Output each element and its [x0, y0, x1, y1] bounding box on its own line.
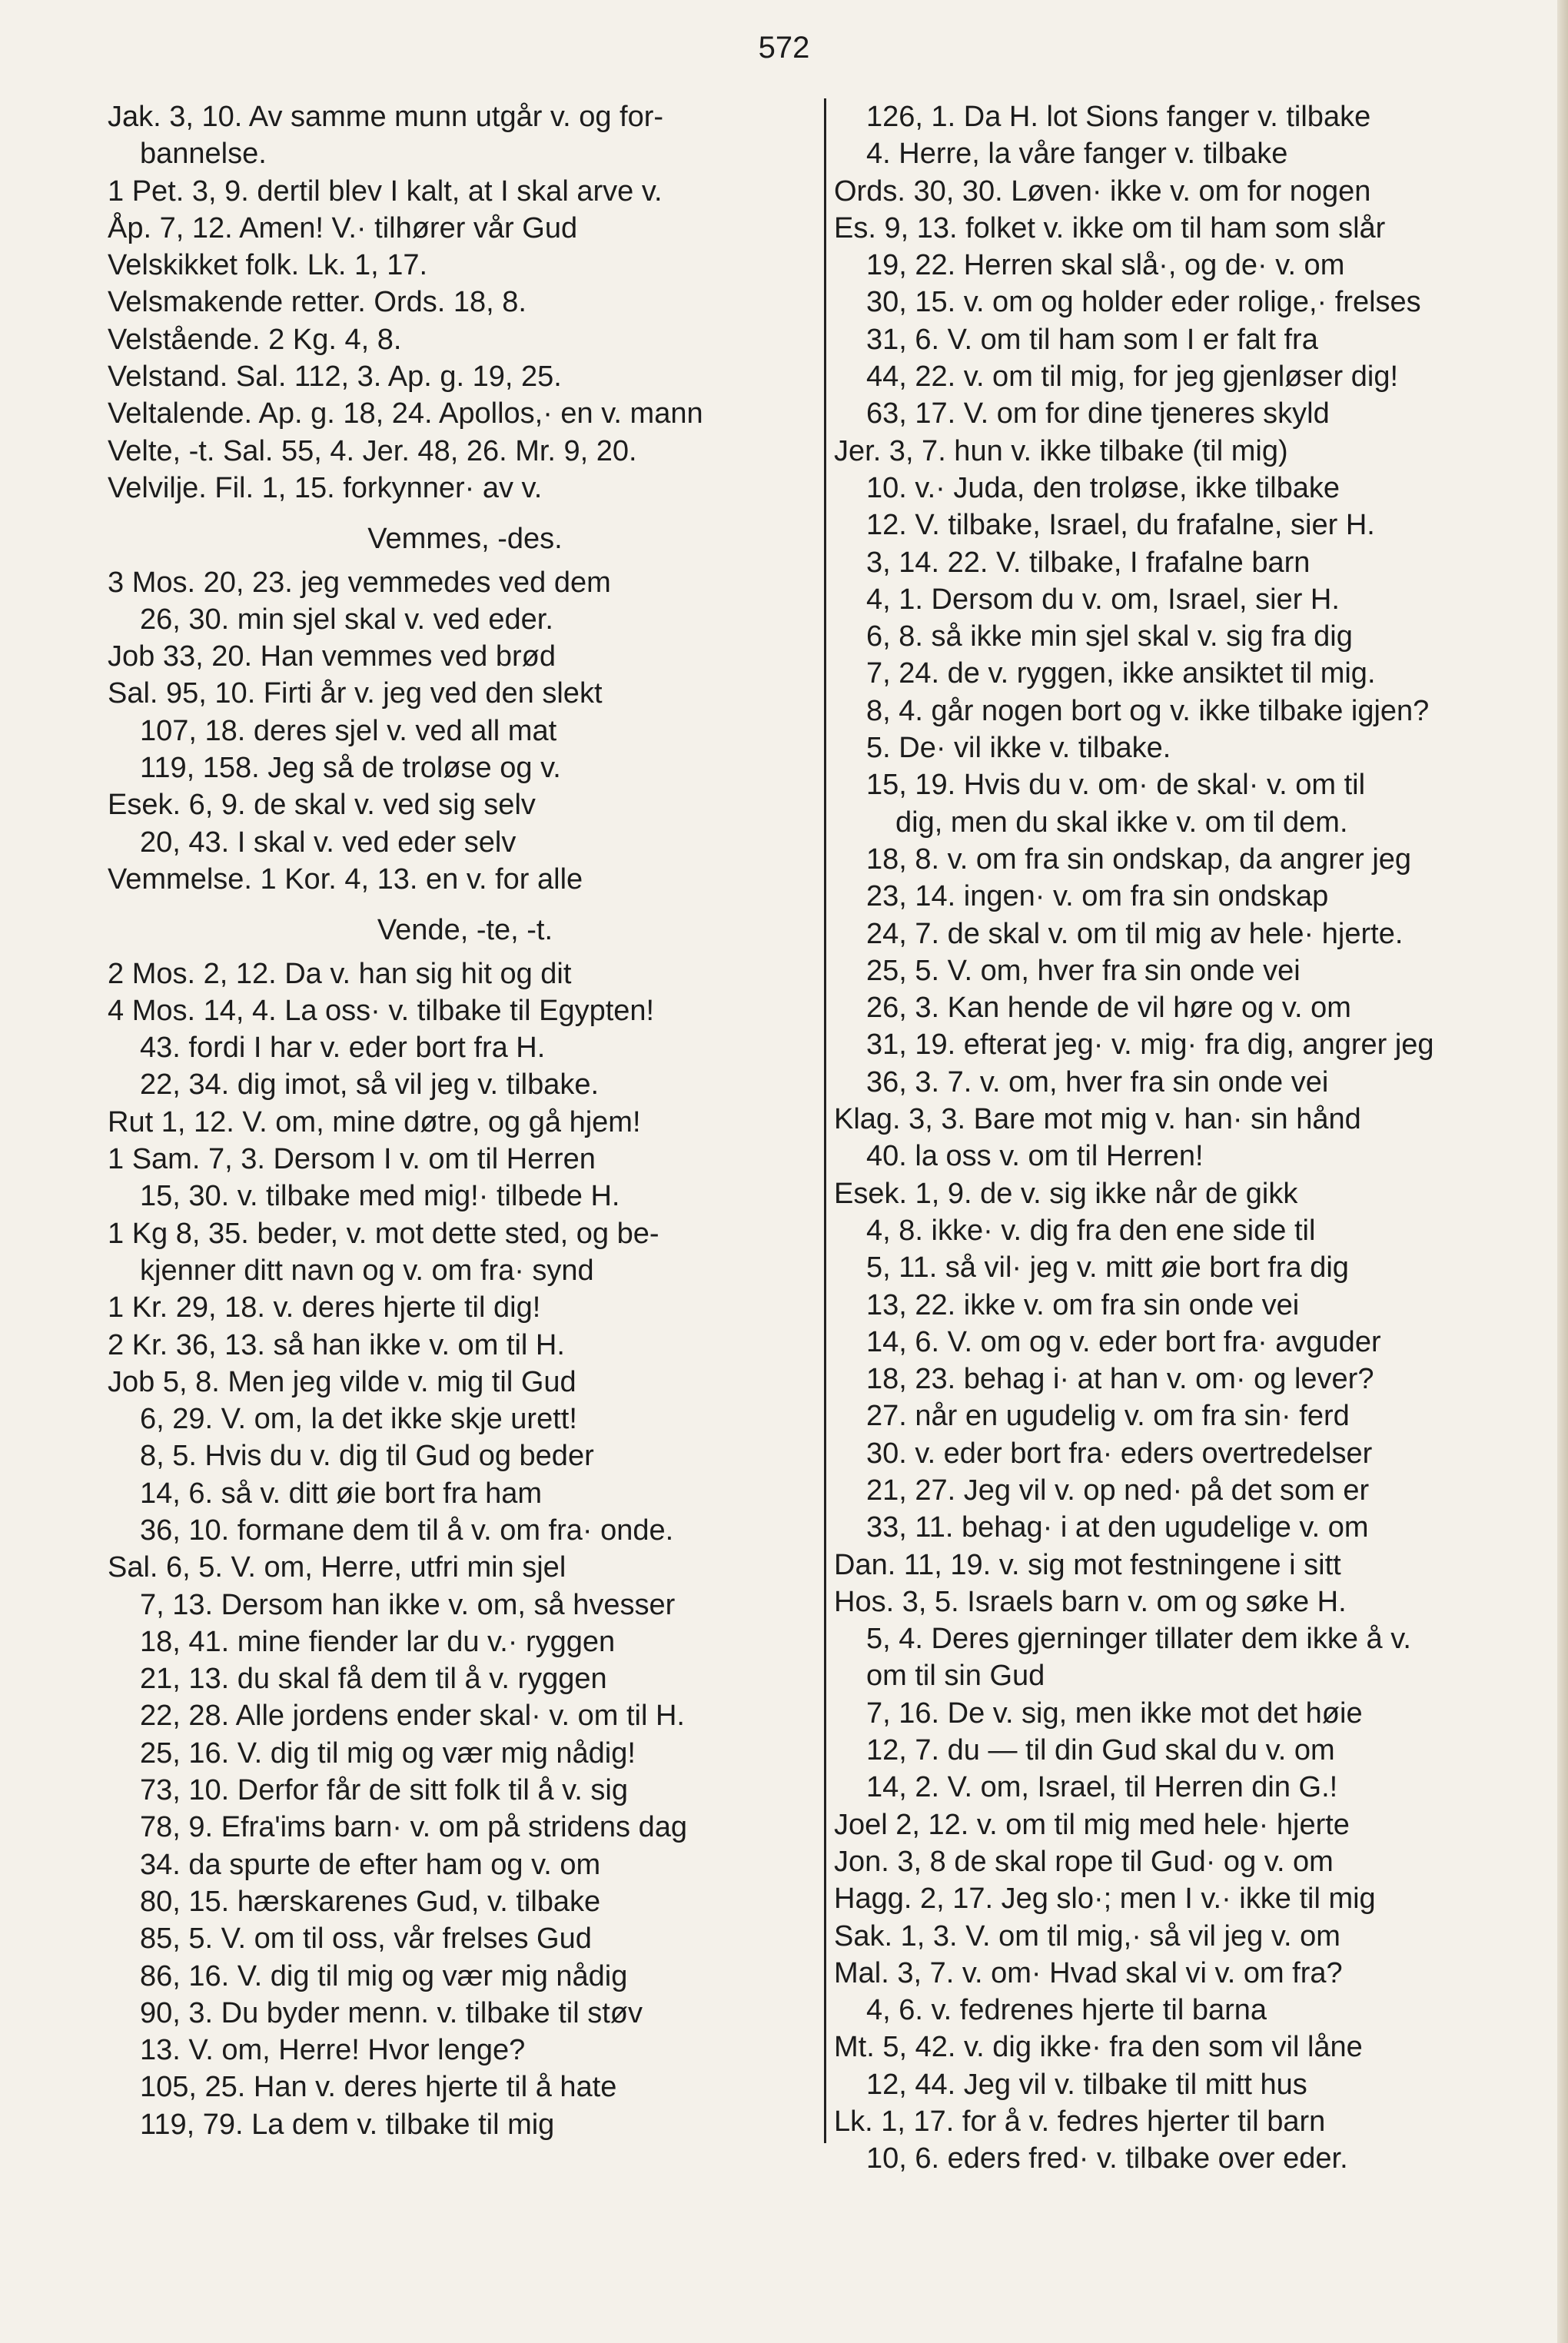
concordance-line: 3 Mos. 20, 23. jeg vemmedes ved dem: [108, 566, 611, 599]
concordance-line: 33, 11. behag· i at den ugudelige v. om: [866, 1511, 1369, 1544]
concordance-line: 119, 158. Jeg så de troløse og v.: [140, 752, 561, 785]
concordance-line: 43. fordi I har v. eder bort fra H.: [140, 1032, 546, 1065]
concordance-line: 14, 6. så v. ditt øie bort fra ham: [140, 1477, 543, 1510]
concordance-line: Job 5, 8. Men jeg vilde v. mig til Gud: [108, 1365, 576, 1398]
concordance-line: 2 Mos. 2, 12. Da v. han sig hit og dit: [108, 957, 572, 990]
column-divider: [824, 98, 826, 2143]
concordance-line: 126, 1. Da H. lot Sions fanger v. tilbake: [866, 101, 1371, 133]
concordance-line: 4, 8. ikke· v. dig fra den ene side til: [866, 1214, 1316, 1247]
concordance-line: 80, 15. hærskarenes Gud, v. tilbake: [140, 1885, 601, 1918]
concordance-line: 26, 3. Kan hende de vil høre og v. om: [866, 992, 1351, 1025]
concordance-line: 24, 7. de skal v. om til mig av hele· hjerte.: [866, 917, 1404, 950]
concordance-line: 27. når en ugudelig v. om fra sin· ferd: [866, 1400, 1350, 1433]
concordance-line: 31, 6. V. om til ham som I er falt fra: [866, 323, 1318, 356]
concordance-line: 73, 10. Derfor får de sitt folk til å v. sig: [140, 1774, 628, 1807]
concordance-line: 22, 28. Alle jordens ender skal· v. om til H.: [140, 1700, 685, 1733]
page-number: 572: [758, 31, 810, 65]
concordance-line: 18, 23. behag i· at han v. om· og lever?: [866, 1363, 1374, 1396]
concordance-line: Veltalende. Ap. g. 18, 24. Apollos,· en v. mann: [108, 397, 703, 430]
concordance-line: Lk. 1, 17. for å v. fedres hjerter til barn: [834, 2105, 1326, 2139]
concordance-line: 12. V. tilbake, Israel, du frafalne, sier H.: [866, 509, 1375, 542]
concordance-line: 86, 16. V. dig til mig og vær mig nådig: [140, 1959, 628, 1992]
concordance-line: Velte, -t. Sal. 55, 4. Jer. 48, 26. Mr. 9, 20.: [108, 434, 637, 467]
concordance-line: Sal. 95, 10. Firti år v. jeg ved den slekt: [108, 677, 603, 710]
concordance-line: Job 33, 20. Han vemmes ved brød: [108, 640, 556, 673]
concordance-line: 4. Herre, la våre fanger v. tilbake: [866, 138, 1288, 171]
concordance-line: 34. da spurte de efter ham og v. om: [140, 1848, 601, 1881]
concordance-line: 20, 43. I skal v. ved eder selv: [140, 826, 517, 859]
concordance-line: 21, 27. Jeg vil v. op ned· på det som er: [866, 1474, 1370, 1507]
concordance-line: 63, 17. V. om for dine tjeneres skyld: [866, 397, 1330, 430]
concordance-line: 1 Pet. 3, 9. dertil blev I kalt, at I skal arve v.: [108, 174, 663, 208]
concordance-line: 36, 10. formane dem til å v. om fra· onde.: [140, 1514, 674, 1547]
concordance-line: Dan. 11, 19. v. sig mot festningene i sitt: [834, 1548, 1341, 1581]
concordance-line: 25, 16. V. dig til mig og vær mig nådig!: [140, 1736, 636, 1770]
concordance-line: 78, 9. Efra'ims barn· v. om på stridens dag: [140, 1811, 687, 1844]
concordance-line: 40. la oss v. om til Herren!: [866, 1140, 1204, 1173]
concordance-line: 7, 13. Dersom han ikke v. om, så hvesser: [140, 1588, 676, 1621]
concordance-line: 10. v.· Juda, den troløse, ikke tilbake: [866, 471, 1340, 504]
concordance-line: 4, 1. Dersom du v. om, Israel, sier H.: [866, 583, 1340, 616]
concordance-line: 15, 19. Hvis du v. om· de skal· v. om til: [866, 769, 1366, 802]
concordance-line: Vemmelse. 1 Kor. 4, 13. en v. for alle: [108, 862, 583, 896]
page-edge: [1557, 0, 1568, 2343]
concordance-line: Rut 1, 12. V. om, mine døtre, og gå hjem!: [108, 1105, 641, 1138]
concordance-line: Esek. 6, 9. de skal v. ved sig selv: [108, 789, 536, 822]
concordance-line: Mt. 5, 42. v. dig ikke· fra den som vil låne: [834, 2031, 1363, 2064]
concordance-line: Velstand. Sal. 112, 3. Ap. g. 19, 25.: [108, 361, 562, 394]
concordance-line: 8, 5. Hvis du v. dig til Gud og beder: [140, 1440, 594, 1473]
concordance-line: 3, 14. 22. V. tilbake, I frafalne barn: [866, 546, 1311, 579]
concordance-line: Esek. 1, 9. de v. sig ikke når de gikk: [834, 1177, 1298, 1210]
concordance-line: Mal. 3, 7. v. om· Hvad skal vi v. om fra?: [834, 1956, 1343, 1989]
concordance-line: 13, 22. ikke v. om fra sin onde vei: [866, 1288, 1300, 1321]
concordance-line: Velstående. 2 Kg. 4, 8.: [108, 323, 402, 356]
concordance-line: kjenner ditt navn og v. om fra· synd: [140, 1254, 594, 1287]
concordance-line: 10, 6. eders fred· v. tilbake over eder.: [866, 2142, 1348, 2175]
concordance-line: Hagg. 2, 17. Jeg slo·; men I v.· ikke til mig: [834, 1883, 1376, 1916]
concordance-line: Hos. 3, 5. Israels barn v. om og søke H.: [834, 1585, 1347, 1618]
concordance-line: 4 Mos. 14, 4. La oss· v. tilbake til Egypten!: [108, 994, 655, 1027]
concordance-line: 119, 79. La dem v. tilbake til mig: [140, 2108, 555, 2141]
concordance-line: Velskikket folk. Lk. 1, 17.: [108, 249, 428, 282]
concordance-line: Ords. 30, 30. Løven· ikke v. om for nogen: [834, 174, 1371, 208]
concordance-line: 1 Kg 8, 35. beder, v. mot dette sted, og be-: [108, 1217, 659, 1250]
concordance-line: 14, 6. V. om og v. eder bort fra· avguder: [866, 1325, 1381, 1358]
concordance-line: 8, 4. går nogen bort og v. ikke tilbake igjen?: [866, 694, 1430, 727]
concordance-line: Klag. 3, 3. Bare mot mig v. han· sin hånd: [834, 1103, 1361, 1136]
concordance-line: Jer. 3, 7. hun v. ikke tilbake (til mig): [834, 434, 1288, 467]
concordance-line: Jak. 3, 10. Av samme munn utgår v. og for-: [108, 101, 664, 133]
concordance-line: 30, 15. v. om og holder eder rolige,· frelses: [866, 286, 1421, 319]
concordance-line: 14, 2. V. om, Israel, til Herren din G.!: [866, 1771, 1338, 1804]
concordance-line: 7, 24. de v. ryggen, ikke ansiktet til mig.: [866, 657, 1376, 690]
concordance-line: 26, 30. min sjel skal v. ved eder.: [140, 603, 553, 636]
concordance-line: 15, 30. v. tilbake med mig!· tilbede H.: [140, 1180, 620, 1213]
concordance-line: 85, 5. V. om til oss, vår frelses Gud: [140, 1923, 592, 1956]
concordance-line: 1 Kr. 29, 18. v. deres hjerte til dig!: [108, 1291, 541, 1324]
concordance-line: Sal. 6, 5. V. om, Herre, utfri min sjel: [108, 1551, 566, 1584]
concordance-line: 12, 7. du — til din Gud skal du v. om: [866, 1734, 1335, 1767]
concordance-line: 44, 22. v. om til mig, for jeg gjenløser dig!: [866, 361, 1399, 394]
concordance-line: 5, 11. så vil· jeg v. mitt øie bort fra dig: [866, 1251, 1349, 1284]
concordance-line: 6, 8. så ikke min sjel skal v. sig fra dig: [866, 620, 1353, 653]
concordance-line: 36, 3. 7. v. om, hver fra sin onde vei: [866, 1065, 1329, 1098]
concordance-line: 19, 22. Herren skal slå·, og de· v. om: [866, 249, 1345, 282]
concordance-line: 105, 25. Han v. deres hjerte til å hate: [140, 2071, 617, 2104]
concordance-line: bannelse.: [140, 138, 267, 171]
concordance-line: 13. V. om, Herre! Hvor lenge?: [140, 2034, 526, 2067]
concordance-line: 90, 3. Du byder menn. v. tilbake til støv: [140, 1996, 643, 2029]
concordance-line: 22, 34. dig imot, så vil jeg v. tilbake.: [140, 1068, 600, 1102]
concordance-line: 5, 4. Deres gjerninger tillater dem ikke å v.: [866, 1623, 1411, 1656]
concordance-line: 18, 8. v. om fra sin ondskap, da angrer jeg: [866, 842, 1412, 876]
concordance-line: Es. 9, 13. folket v. ikke om til ham som slår: [834, 211, 1386, 244]
concordance-line: 30. v. eder bort fra· eders overtredelser: [866, 1437, 1373, 1470]
concordance-line: 4, 6. v. fedrenes hjerte til barna: [866, 1994, 1267, 2027]
concordance-line: 1 Sam. 7, 3. Dersom I v. om til Herren: [108, 1143, 596, 1176]
concordance-line: Velvilje. Fil. 1, 15. forkynner· av v.: [108, 471, 543, 504]
concordance-line: 7, 16. De v. sig, men ikke mot det høie: [866, 1697, 1363, 1730]
right-column: [834, 98, 1556, 2178]
concordance-line: om til sin Gud: [866, 1660, 1045, 1693]
section-heading: Vende, -te, -t.: [377, 914, 553, 947]
concordance-line: 2 Kr. 36, 13. så han ikke v. om til H.: [108, 1328, 565, 1361]
concordance-line: 18, 41. mine fiender lar du v.· ryggen: [140, 1625, 616, 1658]
concordance-line: Åp. 7, 12. Amen! V.· tilhører vår Gud: [108, 211, 578, 244]
concordance-line: 21, 13. du skal få dem til å v. ryggen: [140, 1663, 607, 1696]
concordance-line: Jon. 3, 8 de skal rope til Gud· og v. om: [834, 1845, 1334, 1878]
left-column: [108, 98, 822, 2143]
concordance-line: 31, 19. efterat jeg· v. mig· fra dig, angrer jeg: [866, 1029, 1434, 1062]
concordance-line: Velsmakende retter. Ords. 18, 8.: [108, 286, 527, 319]
section-heading: Vemmes, -des.: [367, 523, 563, 556]
concordance-line: 12, 44. Jeg vil v. tilbake til mitt hus: [866, 2068, 1307, 2101]
concordance-line: 25, 5. V. om, hver fra sin onde vei: [866, 954, 1301, 987]
concordance-line: Sak. 1, 3. V. om til mig,· så vil jeg v. om: [834, 1919, 1340, 1952]
concordance-line: 5. De· vil ikke v. tilbake.: [866, 732, 1171, 765]
concordance-line: 107, 18. deres sjel v. ved all mat: [140, 714, 557, 747]
concordance-line: 6, 29. V. om, la det ikke skje urett!: [140, 1403, 577, 1436]
concordance-line: 23, 14. ingen· v. om fra sin ondskap: [866, 880, 1329, 913]
concordance-line: Joel 2, 12. v. om til mig med hele· hjerte: [834, 1808, 1350, 1841]
concordance-line: dig, men du skal ikke v. om til dem.: [895, 806, 1348, 839]
